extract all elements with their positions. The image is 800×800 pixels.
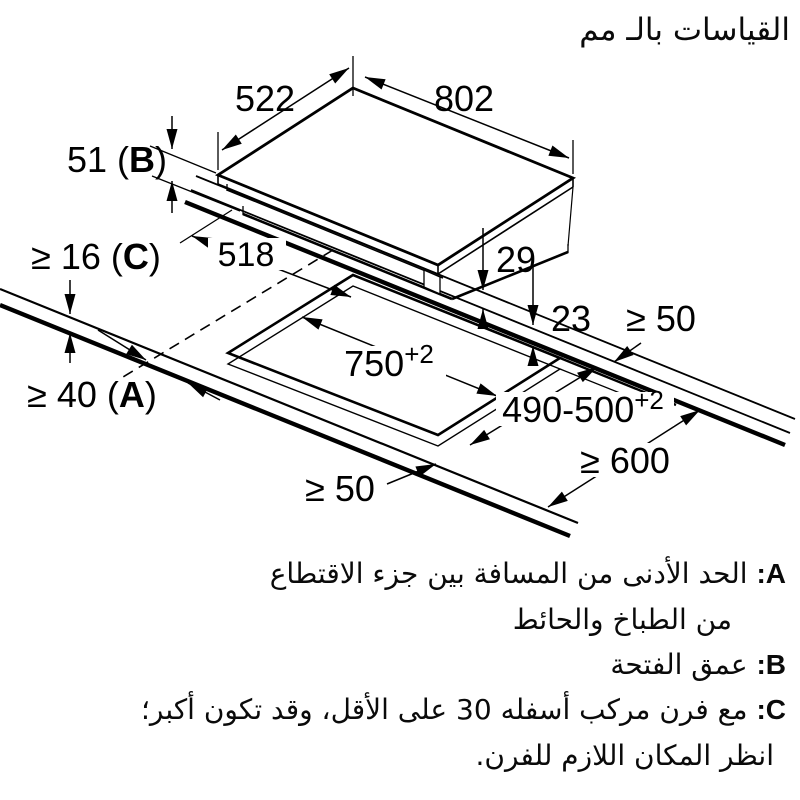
legend-text-c: مع فرن مركب أسفله 30 على الأقل، وقد تكون أكبر؛ — [141, 693, 748, 726]
arrowhead — [329, 68, 349, 83]
legend-key-a: A: — [756, 558, 786, 589]
dim-50-rear-label: ≥ 50 — [626, 298, 696, 339]
dim-51B-label: 51 (B) — [66, 139, 168, 180]
arrowhead — [167, 181, 178, 201]
arrowhead — [548, 492, 568, 507]
arrowhead — [548, 146, 569, 158]
dim-522-label: 522 — [234, 78, 296, 119]
legend-text-b: عمق الفتحة — [610, 648, 748, 681]
dim-600-label: ≥ 600 — [580, 440, 670, 481]
arrowhead — [65, 294, 76, 314]
dim-40A-label: ≥ 40 (A) — [27, 374, 157, 415]
dim-490-500-label: $490-500^{+2}$ — [502, 385, 664, 430]
arrowhead — [167, 129, 178, 149]
arrowhead — [365, 77, 386, 89]
dim-802-label: 802 — [433, 78, 495, 119]
dim-23-label: 23 — [550, 298, 592, 339]
arrowhead — [680, 410, 700, 425]
legend-key-b: B: — [756, 649, 786, 680]
legend-entry-c-line2: انظر المكان اللازم للفرن. — [475, 739, 774, 772]
dim-16C-label: ≥ 16 (C) — [31, 236, 161, 277]
legend-key-c: C: — [756, 694, 786, 725]
arrowhead — [470, 430, 490, 445]
legend-entry-b — [610, 648, 786, 681]
legend-entry-a — [270, 557, 786, 590]
legend-entry-c — [141, 693, 786, 726]
legend-entry-a-line2: من الطباخ والحائط — [512, 603, 732, 636]
page-title: القياسات بالـ مم — [579, 12, 790, 48]
dim-518-label: 518 — [217, 236, 275, 274]
dim-50-front-label: ≥ 50 — [305, 468, 375, 509]
arrowhead — [614, 346, 634, 362]
arrowhead — [222, 135, 242, 150]
dim-750-label: $750^{+2}$ — [344, 339, 434, 384]
dim-29-label: 29 — [495, 239, 537, 280]
legend-text-a: الحد الأدنى من المسافة بين جزء الاقتطاع — [269, 557, 748, 590]
